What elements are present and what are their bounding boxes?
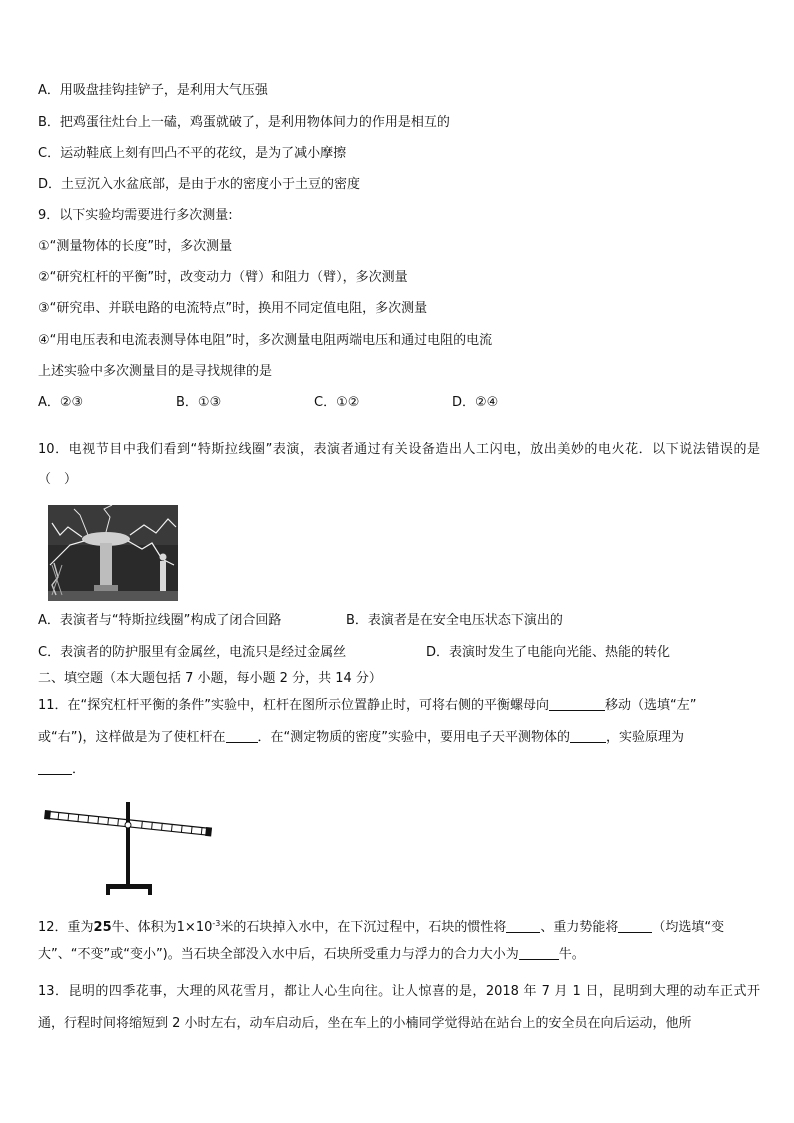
q12-volume-value: 1×10 xyxy=(176,920,213,935)
q8-option-c: C．运动鞋底上刻有凹凸不平的花纹，是为了减小摩擦 xyxy=(38,146,347,161)
q9-option-a: A．②③ xyxy=(38,395,84,410)
q12-volume-exponent: -3 xyxy=(212,919,221,928)
q10-stem: 10．电视节目中我们看到“特斯拉线圈”表演，表演者通过有关设备造出人工闪电，放出美妙的电火花．以下说法错误的是（ ） xyxy=(38,442,760,487)
q12-text-6: 大”、“不变”或“变小”)。当石块全部没入水中后，石块所受重力与浮力的合力大小为 xyxy=(38,947,519,962)
q9-item-3: ③“研究串、并联电路的电流特点”时，换用不同定值电阻，多次测量 xyxy=(38,301,428,316)
q9-option-d: D．②④ xyxy=(452,395,499,410)
q10-option-b: B．表演者是在安全电压状态下演出的 xyxy=(346,613,563,628)
q10-option-d: D．表演时发生了电能向光能、热能的转化 xyxy=(426,645,671,660)
q11-blank-2 xyxy=(226,728,258,743)
q11-line-1 xyxy=(38,696,697,715)
q11-blank-1 xyxy=(549,696,605,711)
lever-balance-figure xyxy=(44,800,216,898)
q11-text-1: 11．在“探究杠杆平衡的条件”实验中，杠杆在图所示位置静止时，可将右侧的平衡螺母向 xyxy=(38,698,550,713)
q8-option-a: A．用吸盘挂钩挂铲子，是利用大气压强 xyxy=(38,83,268,98)
q12-blank-1 xyxy=(506,918,540,933)
q9-stem: 9．以下实验均需要进行多次测量: xyxy=(38,208,233,223)
q12-text-3: 米的石块掉入水中，在下沉过程中，石块的惯性将 xyxy=(220,920,507,935)
q11-text-2: 移动（选填“左” xyxy=(605,698,697,713)
q11-blank-4 xyxy=(38,760,72,775)
q11-text-4: ．在“测定物质的密度”实验中，要用电子天平测物体的 xyxy=(257,730,571,745)
q9-item-1: ①“测量物体的长度”时，多次测量 xyxy=(38,239,233,254)
q11-text-6: ． xyxy=(72,762,86,777)
q12-text-7: 牛。 xyxy=(558,947,585,962)
q12-text-4: 、重力势能将 xyxy=(540,920,619,935)
q12-text-1: 12．重为 xyxy=(38,920,94,935)
q11-line-3 xyxy=(38,760,85,779)
tesla-coil-photo xyxy=(48,505,178,601)
section-heading: 二、填空题（本大题包括 7 小题，每小题 2 分，共 14 分） xyxy=(38,671,382,686)
q9-item-2: ②“研究杠杆的平衡”时，改变动力（臂）和阻力（臂），多次测量 xyxy=(38,270,408,285)
q12-text-5: （均选填“变 xyxy=(652,920,725,935)
q8-option-b: B．把鸡蛋往灶台上一磕，鸡蛋就破了，是利用物体间力的作用是相互的 xyxy=(38,115,450,130)
q13-text: 13．昆明的四季花事，大理的风花雪月，都让人心生向往。让人惊喜的是，2018 年 7 月 1 日，昆明到大理的动车正式开通，行程时间将缩短到 2 小时左右，动车启动后，坐在车上的小楠同学觉得站在站台上的安全员在向后运动，他所 xyxy=(38,984,760,1031)
q9-option-b: B．①③ xyxy=(176,395,222,410)
q12-line-2 xyxy=(38,945,585,964)
q11-text-5: ，实验原理为 xyxy=(606,730,685,745)
q8-option-d: D．土豆沉入水盆底部，是由于水的密度小于土豆的密度 xyxy=(38,177,361,192)
q9-question: 上述实验中多次测量目的是寻找规律的是 xyxy=(38,364,273,379)
q11-blank-3 xyxy=(570,728,606,743)
q12-line-1 xyxy=(38,915,724,937)
q12-blank-2 xyxy=(618,918,652,933)
q10-option-c: C．表演者的防护服里有金属丝，电流只是经过金属丝 xyxy=(38,645,347,660)
q12-text-2: 牛、体积为 xyxy=(111,920,177,935)
q12-weight-value: 25 xyxy=(93,920,112,935)
q11-text-3: 或“右”)，这样做是为了使杠杆在 xyxy=(38,730,226,745)
q9-option-c: C．①② xyxy=(314,395,360,410)
q12-blank-3 xyxy=(519,945,559,960)
q10-option-a: A．表演者与“特斯拉线圈”构成了闭合回路 xyxy=(38,613,282,628)
q11-line-2 xyxy=(38,728,684,747)
q9-item-4: ④“用电压表和电流表测导体电阻”时，多次测量电阻两端电压和通过电阻的电流 xyxy=(38,333,493,348)
